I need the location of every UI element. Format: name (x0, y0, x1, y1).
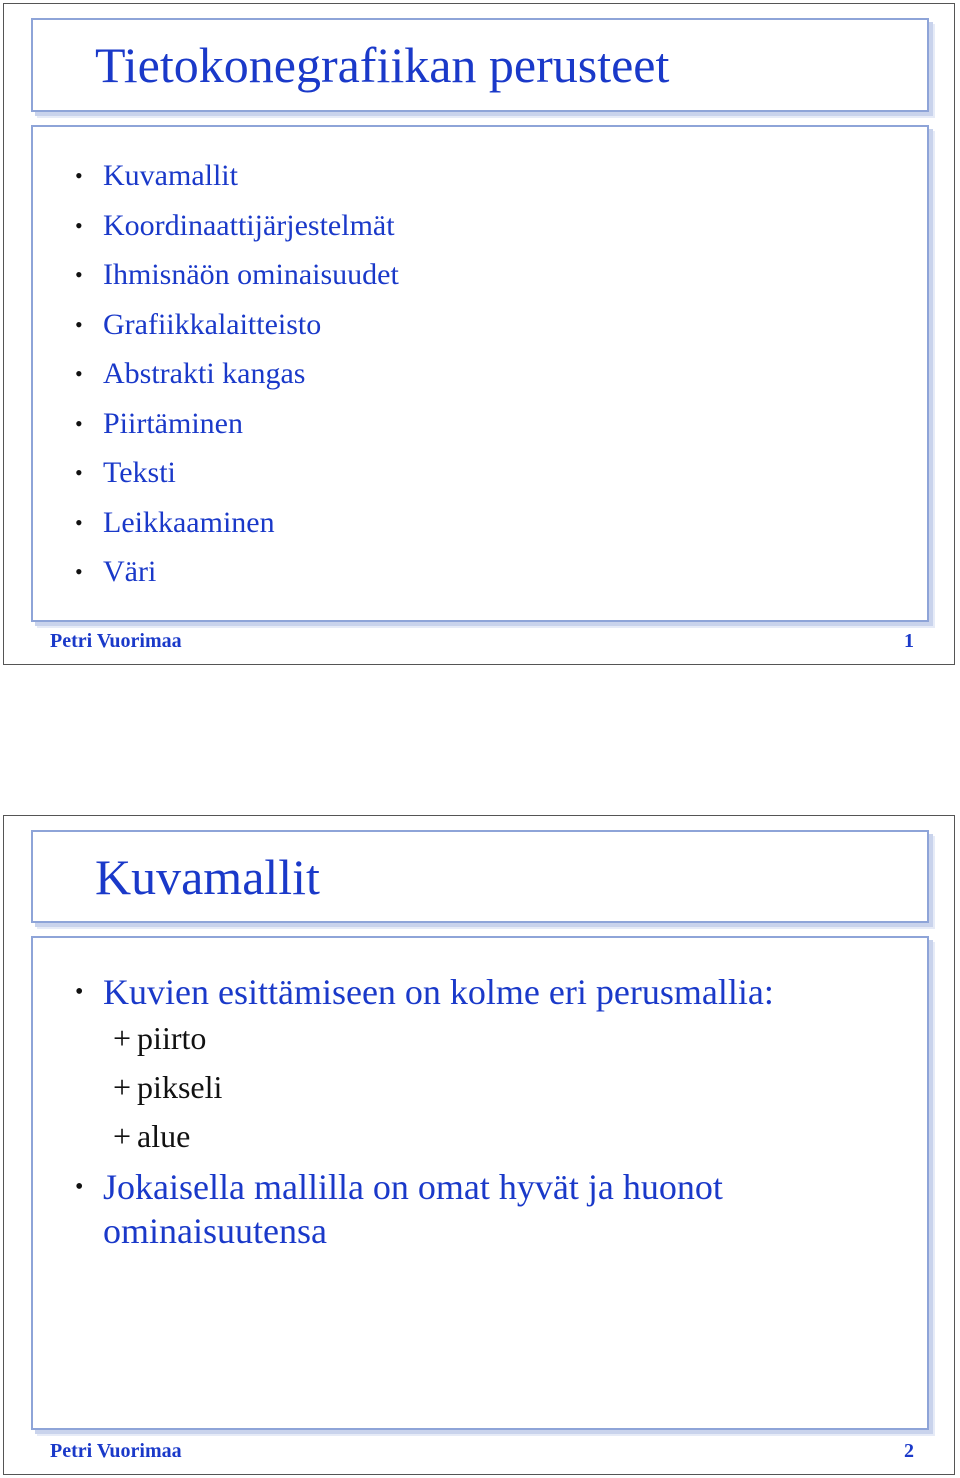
slide-1-title-box (31, 18, 929, 112)
bullet-item: • Leikkaaminen (75, 498, 399, 548)
bullet-icon: • (75, 361, 83, 386)
bullet-icon: • (75, 262, 83, 287)
bullet-item: • Koordinaattijärjestelmät (75, 201, 399, 251)
slide-1 (3, 3, 955, 665)
slide-2-title: Kuvamallit (95, 848, 320, 905)
bullet-item: • Grafiikkalaitteisto (75, 300, 399, 350)
bullet-icon: • (75, 1174, 84, 1200)
bullet-item: • Kuvamallit (75, 151, 399, 201)
plus-icon: + (113, 1069, 132, 1105)
plus-icon: + (113, 1020, 132, 1056)
bullet-icon: • (75, 311, 83, 337)
slide-2-page-number: 2 (904, 1440, 914, 1462)
slide-1-content-box (31, 125, 929, 622)
bullet-item: • Teksti (75, 448, 399, 498)
bullet-icon: • (75, 163, 83, 188)
slide-1-page-number: 1 (904, 630, 914, 652)
bullet-icon: • (75, 979, 84, 1005)
bullet-item: • Piirtäminen (75, 399, 399, 449)
slide-2-footer-author: Petri Vuorimaa (50, 1440, 182, 1462)
slide-2-bullet-list (75, 970, 823, 1253)
bullet-icon: • (75, 410, 83, 436)
bullet-icon: • (75, 460, 83, 485)
bullet-icon: • (75, 212, 83, 238)
bullet-item: • Abstrakti kangas (75, 349, 399, 399)
slide-2-title-box (31, 830, 929, 923)
bullet-item: • Ihmisnäön ominaisuudet (75, 250, 399, 300)
slide-1-footer-author: Petri Vuorimaa (50, 630, 182, 652)
slide-2 (3, 815, 955, 1475)
bullet-icon: • (75, 559, 83, 584)
bullet-icon: • (75, 509, 83, 535)
slide-1-title: Tietokonegrafiikan perusteet (95, 37, 670, 93)
slide-1-bullet-list (75, 151, 399, 597)
bullet-item: • Väri (75, 547, 399, 597)
plus-icon: + (113, 1118, 132, 1154)
sub-bullet-item: + alue (113, 1118, 191, 1154)
slide-2-content-box (31, 936, 929, 1430)
sub-bullet-item: + piirto (113, 1020, 207, 1056)
bullet-item: • Kuvien esittämiseen on kolme eri perusmallia: (75, 972, 774, 1012)
sub-bullet-item: + pikseli (113, 1069, 223, 1105)
bullet-item: • Jokaisella mallilla on omat hyvät ja huonot ominaisuutensa (75, 1167, 723, 1251)
